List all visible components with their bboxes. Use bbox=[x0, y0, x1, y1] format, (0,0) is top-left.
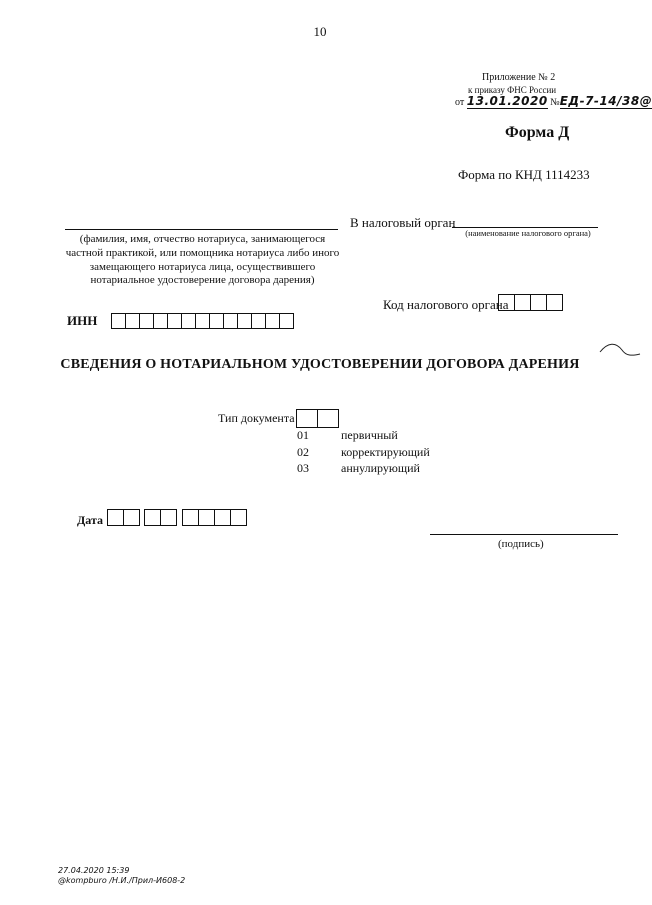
doc-type-cell[interactable] bbox=[317, 409, 339, 428]
signature-caption: (подпись) bbox=[498, 538, 544, 550]
knd-code: Форма по КНД 1114233 bbox=[458, 167, 590, 182]
notary-caption: (фамилия, имя, отчество нотариуса, занимающегося частной практикой, или помощника нотариуса либо иного замещающего нотариуса лица, осуществившего нотариальное удостоверение договора дарения) bbox=[65, 233, 340, 287]
inn-cell[interactable] bbox=[223, 313, 238, 329]
date-year-cells[interactable] bbox=[182, 509, 246, 526]
option-code: 03 bbox=[297, 461, 309, 475]
option-label: аннулирующий bbox=[341, 461, 420, 475]
page-number: 10 bbox=[313, 24, 327, 39]
appendix-label: Приложение № 2 bbox=[482, 72, 556, 83]
document-type-cells[interactable] bbox=[296, 409, 338, 428]
inn-cell[interactable] bbox=[237, 313, 252, 329]
option-label: корректирующий bbox=[341, 445, 430, 459]
footer-source: @kompburo /Н.И./Прил-И608-2 bbox=[58, 876, 186, 885]
code-cell[interactable] bbox=[530, 294, 547, 311]
order-date: 13.01.2020 bbox=[466, 94, 548, 108]
order-number: ЕД-7-14/38@ bbox=[559, 94, 652, 108]
date-cell[interactable] bbox=[160, 509, 177, 526]
number-prefix: № bbox=[550, 97, 560, 108]
code-cell[interactable] bbox=[514, 294, 531, 311]
date-cell[interactable] bbox=[198, 509, 215, 526]
doc-type-cell[interactable] bbox=[296, 409, 318, 428]
date-cell[interactable] bbox=[230, 509, 247, 526]
inn-label: ИНН bbox=[67, 313, 98, 328]
tax-code-cells[interactable] bbox=[498, 294, 562, 311]
order-line bbox=[455, 94, 652, 108]
from-prefix: от bbox=[455, 97, 465, 108]
inn-cell[interactable] bbox=[209, 313, 224, 329]
tax-authority-label: В налоговый орган bbox=[350, 215, 456, 230]
code-cell[interactable] bbox=[498, 294, 515, 311]
date-cell[interactable] bbox=[182, 509, 199, 526]
tax-authority-caption: (наименование налогового органа) bbox=[465, 228, 591, 238]
date-day-cells[interactable] bbox=[107, 509, 139, 526]
date-cell[interactable] bbox=[144, 509, 161, 526]
option-code: 02 bbox=[297, 445, 309, 459]
order-reference: к приказу ФНС России bbox=[468, 85, 557, 95]
date-label: Дата bbox=[77, 513, 103, 527]
inn-cell[interactable] bbox=[195, 313, 210, 329]
signature-line[interactable] bbox=[430, 534, 618, 535]
date-month-cells[interactable] bbox=[144, 509, 176, 526]
inn-cell[interactable] bbox=[251, 313, 266, 329]
notary-name-line[interactable] bbox=[65, 229, 338, 230]
date-cell[interactable] bbox=[107, 509, 124, 526]
inn-cell[interactable] bbox=[167, 313, 182, 329]
tax-code-label: Код налогового органа bbox=[383, 297, 509, 312]
form-title: Форма Д bbox=[505, 124, 570, 141]
inn-cell[interactable] bbox=[139, 313, 154, 329]
date-cell[interactable] bbox=[123, 509, 140, 526]
footer-timestamp: 27.04.2020 15:39 bbox=[58, 866, 130, 875]
inn-cell[interactable] bbox=[181, 313, 196, 329]
inn-cell[interactable] bbox=[153, 313, 168, 329]
date-cell[interactable] bbox=[214, 509, 231, 526]
inn-cell[interactable] bbox=[125, 313, 140, 329]
inn-cells[interactable] bbox=[111, 313, 293, 329]
option-label: первичный bbox=[341, 428, 398, 442]
code-cell[interactable] bbox=[546, 294, 563, 311]
inn-cell[interactable] bbox=[111, 313, 126, 329]
inn-cell[interactable] bbox=[279, 313, 294, 329]
inn-cell[interactable] bbox=[265, 313, 280, 329]
option-code: 01 bbox=[297, 428, 309, 442]
document-type-label: Тип документа bbox=[218, 411, 295, 425]
document-heading: СВЕДЕНИЯ О НОТАРИАЛЬНОМ УДОСТОВЕРЕНИИ ДОГОВОРА ДАРЕНИЯ bbox=[60, 357, 580, 372]
